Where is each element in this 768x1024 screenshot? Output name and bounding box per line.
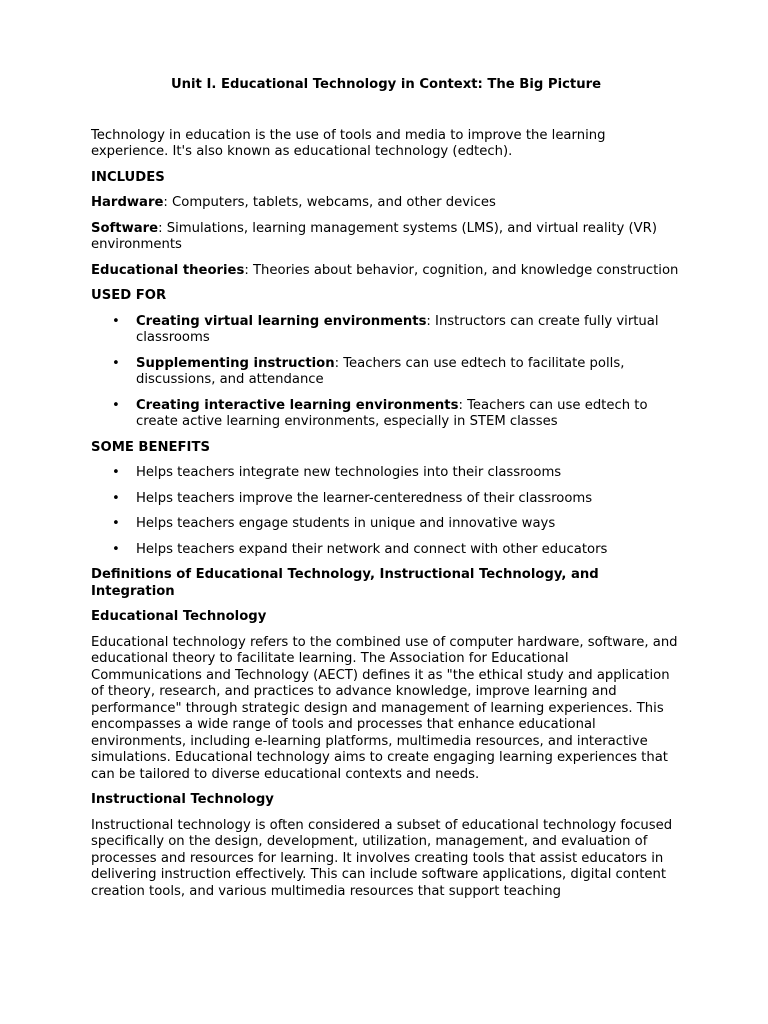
includes-item-software — [91, 221, 681, 254]
instructional-technology-heading: Instructional Technology — [91, 792, 274, 807]
bullet-icon: • — [112, 516, 120, 531]
list-item-term: Creating virtual learning environments — [136, 313, 427, 329]
includes-item-theories — [91, 263, 681, 280]
document-page — [91, 77, 681, 900]
list-item-text: Helps teachers integrate new technologies into their classrooms — [136, 465, 562, 480]
includes-desc: : Simulations, learning management systems (LMS), and virtual reality (VR) environments — [91, 220, 657, 252]
includes-desc: : Theories about behavior, cognition, and knowledge construction — [244, 262, 679, 278]
list-item-desc: : Teachers can use edtech to facilitate polls, discussions, and attendance — [136, 355, 625, 387]
intro-paragraph: Technology in education is the use of tools and media to improve the learning experience. It's also known as educational technology (edtech). — [91, 127, 606, 159]
list-item — [91, 516, 681, 533]
instructional-technology-body: Instructional technology is often considered a subset of educational technology focused specifically on the design, development, utilization, management, and evaluation of processes and resources for learning. It involves creating tools that assist educators in delivering instruction effectively. This can include software applications, digital content creation tools, and various multimedia resources that support teaching — [91, 817, 673, 899]
list-item — [91, 465, 681, 482]
educational-technology-heading: Educational Technology — [91, 609, 267, 624]
includes-term: Educational theories — [91, 262, 245, 278]
definitions-heading: Definitions of Educational Technology, Instructional Technology, and Integration — [91, 567, 599, 599]
includes-item-hardware — [91, 195, 681, 212]
list-item-term: Supplementing instruction — [136, 355, 335, 371]
bullet-icon: • — [112, 490, 120, 506]
includes-term: Software — [91, 220, 159, 236]
list-item-text: Helps teachers improve the learner-centeredness of their classrooms — [136, 490, 593, 506]
bullet-icon: • — [112, 313, 120, 329]
list-item — [91, 314, 681, 347]
bullet-icon: • — [112, 397, 120, 413]
list-item-text: Helps teachers engage students in unique and innovative ways — [136, 516, 556, 531]
list-item — [91, 542, 681, 559]
page-title: Unit I. Educational Technology in Context: The Big Picture — [170, 77, 602, 92]
includes-term: Hardware — [91, 195, 164, 210]
used-for-heading: USED FOR — [91, 288, 167, 303]
list-item-text: Helps teachers expand their network and connect with other educators — [136, 541, 608, 557]
includes-desc: : Computers, tablets, webcams, and other devices — [163, 195, 496, 210]
list-item-term: Creating interactive learning environments — [136, 397, 459, 413]
list-item — [91, 491, 681, 508]
benefits-list — [91, 465, 681, 558]
list-item-desc: : Teachers can use edtech to create active learning environments, especially in STEM classes — [136, 397, 648, 429]
list-item — [91, 356, 681, 389]
list-item-desc: : Instructors can create fully virtual classrooms — [136, 313, 659, 345]
educational-technology-body: Educational technology refers to the combined use of computer hardware, software, and educational theory to facilitate learning. The Association for Educational Communications and Technology (AECT) defines it as "the ethical study and application of theory, research, and practices to advance knowledge, improve learning and performance" through strategic design and management of learning experiences. This encompasses a wide range of tools and processes that enhance educational environments, including e-learning platforms, multimedia resources, and interactive simulations. Educational technology aims to create engaging learning experiences that can be tailored to diverse educational contexts and needs. — [91, 634, 678, 782]
bullet-icon: • — [112, 541, 120, 557]
includes-heading: INCLUDES — [91, 169, 165, 185]
bullet-icon: • — [112, 355, 120, 371]
list-item — [91, 398, 681, 431]
used-for-list — [91, 314, 681, 431]
benefits-heading: SOME BENEFITS — [91, 439, 210, 455]
bullet-icon: • — [112, 465, 120, 480]
